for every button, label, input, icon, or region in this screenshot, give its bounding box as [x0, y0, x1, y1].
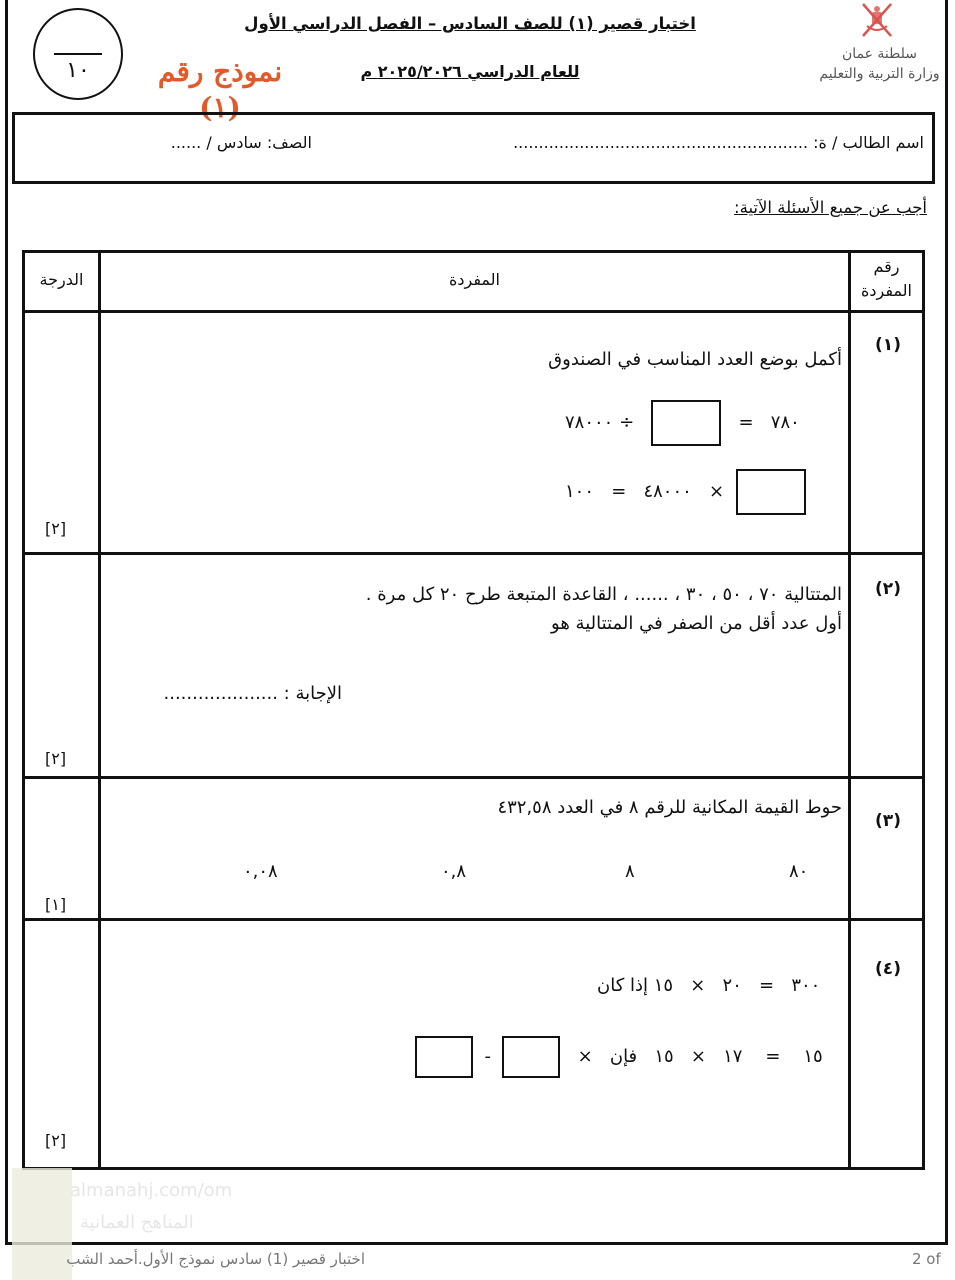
q4-b: ٢٠	[722, 975, 742, 996]
header-divider	[25, 310, 922, 313]
q4-op-2: ×	[690, 1046, 706, 1067]
ministry-logo	[812, 0, 947, 95]
eq2-mid: ١٠٠	[565, 481, 595, 502]
option-2[interactable]: ٨	[625, 861, 635, 882]
question-4-line-1	[597, 975, 820, 996]
q4-minus: -	[484, 1046, 491, 1067]
student-class-field[interactable]: الصف: سادس / ......	[170, 133, 312, 152]
oman-emblem-icon	[857, 0, 897, 40]
row-divider	[25, 918, 922, 921]
q4-c: ١٥	[803, 1046, 823, 1067]
question-3-text: حوط القيمة المكانية للرقم ٨ في العدد ٤٣٢,٥٨	[497, 797, 842, 818]
q4-prefix: إذا كان	[597, 975, 649, 996]
eq1-equals: =	[738, 412, 754, 433]
instructions: أجب عن جميع الأسئلة الآتية:	[734, 198, 927, 217]
q4-equals: =	[759, 975, 775, 996]
q4-a-2: ١٥	[654, 1046, 674, 1067]
eq1-divide: ÷	[619, 412, 635, 433]
answer-box[interactable]	[736, 469, 806, 515]
question-4-grade: [٢]	[45, 1131, 67, 1150]
question-2-answer-field[interactable]: الإجابة : ....................	[163, 683, 342, 704]
student-name-field[interactable]: اسم الطالب / ة: ..........................................................	[513, 133, 924, 152]
watermark-logo	[12, 1168, 72, 1280]
question-number-3: (٣)	[875, 811, 901, 831]
row-divider	[25, 776, 922, 779]
grade-column-divider	[98, 253, 101, 1167]
eq1-right: ٧٨٠	[770, 412, 800, 433]
number-column-divider	[848, 253, 851, 1167]
logo-line-1: سلطنة عمان	[841, 46, 918, 62]
watermark-url: almanahj.com/om	[70, 1180, 233, 1201]
q4-equals-2: =	[765, 1046, 781, 1067]
question-1-grade: [٢]	[45, 519, 67, 538]
question-1-equation-1	[565, 400, 800, 446]
header-item: المفردة	[449, 270, 500, 289]
student-info-box	[12, 112, 935, 184]
questions-table	[22, 250, 925, 1170]
exam-title: اختبار قصير (١) للصف السادس – الفصل الدراسي الأول	[244, 14, 696, 33]
option-1[interactable]: ٨٠	[789, 861, 809, 882]
footer-doc-title: اختبار قصير (1) سادس نموذج الأول.أحمد الشب	[66, 1250, 365, 1268]
q4-op2: ×	[577, 1046, 593, 1067]
watermark-text: المناهج العمانية	[80, 1212, 194, 1233]
score-circle	[33, 8, 123, 100]
question-1-equation-2	[565, 469, 806, 515]
logo-line-2: وزارة التربية والتعليم	[819, 66, 940, 82]
question-2-grade: [٢]	[45, 749, 67, 768]
eq2-equals: =	[611, 481, 627, 502]
answer-box[interactable]	[651, 400, 721, 446]
header-number-line2: المفردة	[861, 281, 912, 300]
q4-op: ×	[690, 975, 706, 996]
footer-page-indicator: 2 of	[912, 1250, 941, 1268]
question-4-line-2	[415, 1036, 823, 1078]
header-number-line1: رقم	[873, 257, 900, 276]
model-label: نموذج رقم (١)	[157, 55, 283, 124]
question-2-line-2: أول عدد أقل من الصفر في المتتالية هو	[551, 613, 842, 634]
answer-box[interactable]	[502, 1036, 560, 1078]
question-3-grade: [١]	[45, 895, 67, 914]
question-1-text: أكمل بوضع العدد المناسب في الصندوق	[548, 349, 842, 370]
q4-prefix-2: فإن	[609, 1046, 638, 1067]
question-number-2: (٢)	[875, 579, 901, 599]
q4-b-2: ١٧	[723, 1046, 743, 1067]
question-number-1: (١)	[875, 335, 901, 355]
eq1-left: ٧٨٠٠٠	[565, 412, 614, 433]
option-4[interactable]: ٠,٠٨	[243, 861, 278, 882]
academic-year: للعام الدراسي ٢٠٢٥/٢٠٢٦ م	[360, 62, 580, 81]
question-number-4: (٤)	[875, 959, 901, 979]
row-divider	[25, 552, 922, 555]
option-3[interactable]: ٠,٨	[441, 861, 467, 882]
score-total: ١٠	[66, 58, 90, 83]
answer-box[interactable]	[415, 1036, 473, 1078]
header-grade: الدرجة	[39, 270, 84, 289]
score-fraction-line	[54, 53, 102, 55]
question-2-line-1: المتتالية ٧٠ ، ٥٠ ، ٣٠ ، ...... ، القاعدة المتبعة طرح ٢٠ كل مرة .	[365, 584, 842, 605]
eq2-right: ٤٨٠٠٠	[643, 481, 692, 502]
q4-a: ١٥	[653, 975, 674, 996]
q4-result: ٣٠٠	[791, 975, 821, 996]
eq2-multiply: ×	[708, 481, 725, 502]
